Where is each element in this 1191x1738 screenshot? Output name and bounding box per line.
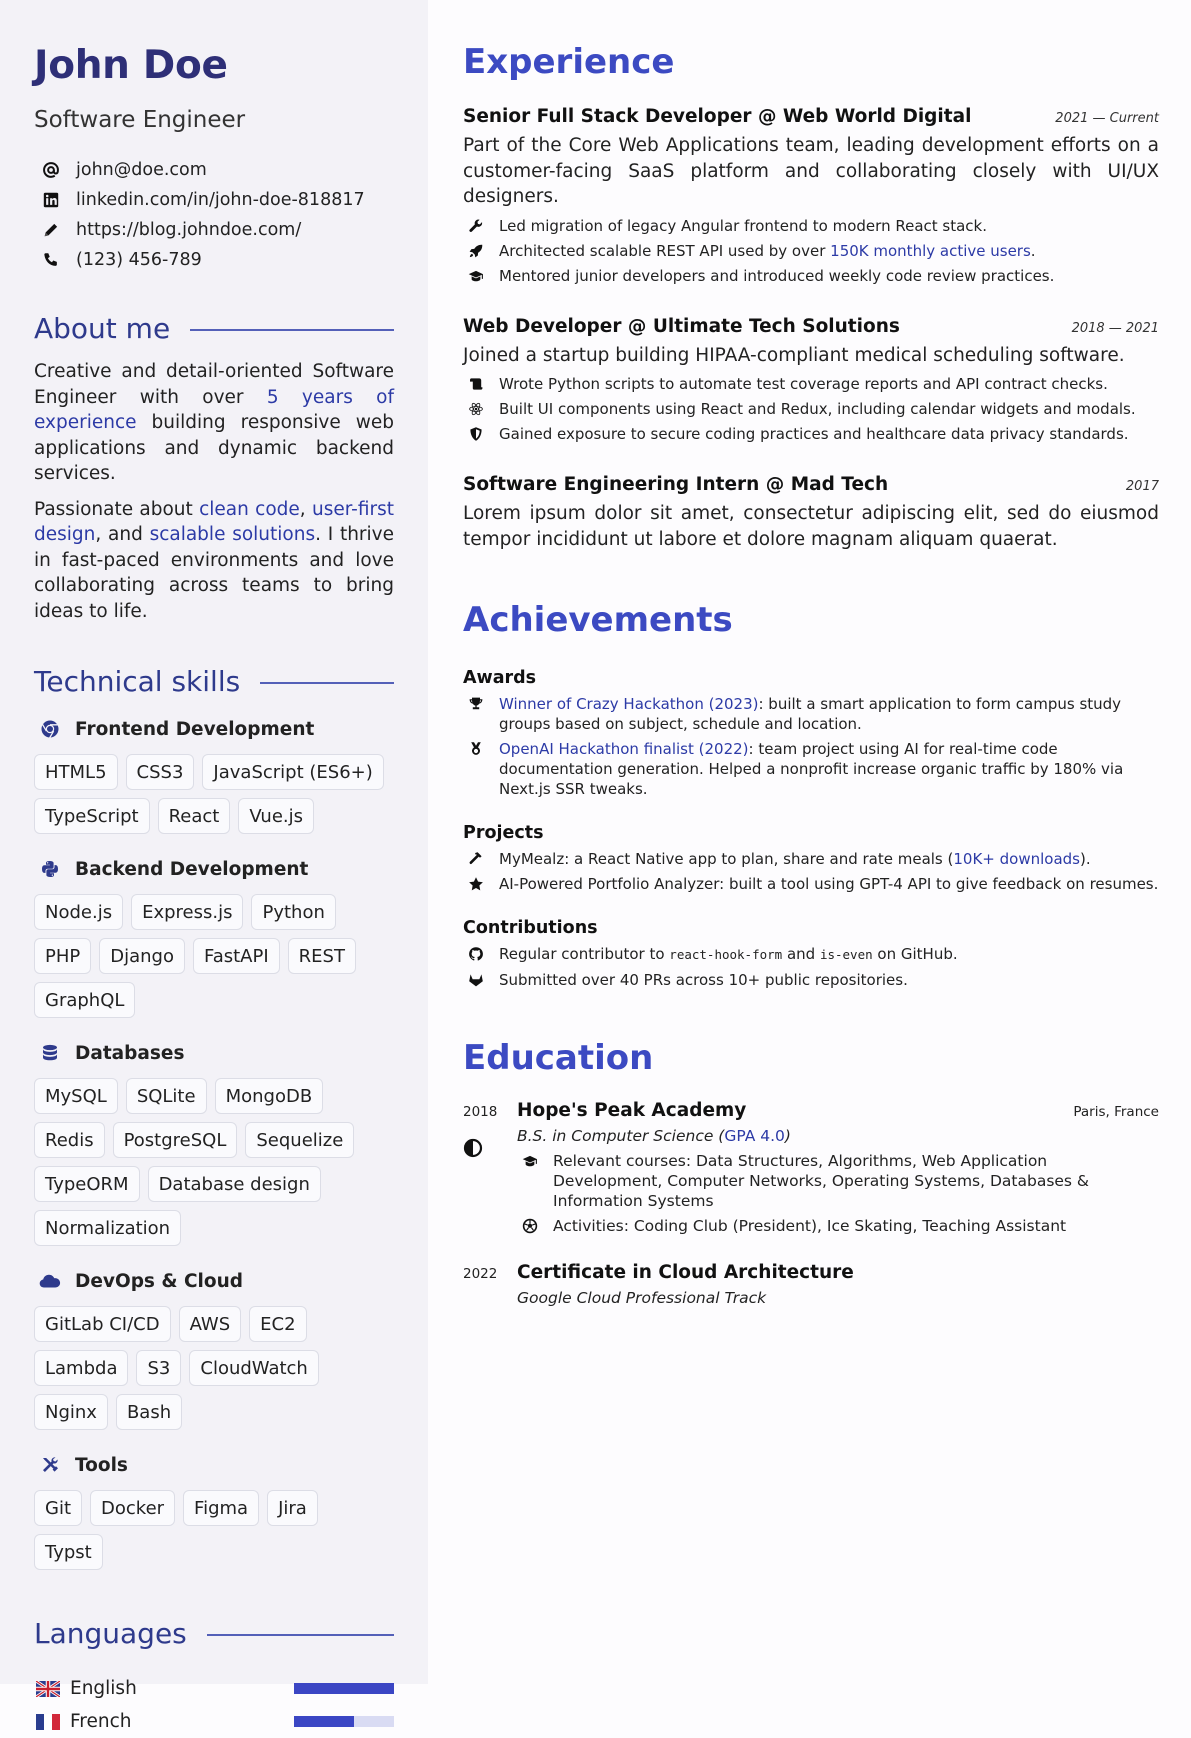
education-body	[517, 1262, 1159, 1307]
job-bullet	[463, 374, 1159, 394]
job-bullets	[463, 374, 1159, 444]
heading-rule	[207, 1634, 394, 1636]
skill-chip: GitLab CI/CD	[34, 1306, 171, 1342]
skill-group-databases	[34, 1038, 394, 1246]
skill-chip: AWS	[179, 1306, 242, 1342]
about-text: building responsive web applications and dynamic backend services.	[34, 412, 394, 484]
skill-chip: Normalization	[34, 1210, 181, 1246]
skill-chips	[34, 1306, 394, 1430]
projects-list	[463, 849, 1159, 894]
skill-chips	[34, 1490, 394, 1570]
about-highlight: 5 years of experience	[34, 386, 394, 433]
job-bullets	[463, 216, 1159, 286]
project-text-part: MyMealz: a React Native app to plan, share and rate meals (	[499, 850, 954, 868]
job-title: Web Developer @ Ultimate Tech Solutions	[463, 315, 900, 337]
awards-list	[463, 694, 1159, 799]
skill-chip: Bash	[116, 1394, 182, 1430]
job-description: Joined a startup building HIPAA-compliant medical scheduling software.	[463, 344, 1125, 366]
skill-chip: Python	[251, 894, 335, 930]
skill-group-devops	[34, 1266, 394, 1430]
bullet-text-part: .	[1030, 241, 1036, 260]
skill-group-heading	[34, 714, 394, 744]
skill-chip: Jira	[267, 1490, 318, 1526]
about-paragraph-1	[34, 359, 394, 487]
about-highlight: scalable solutions	[149, 524, 316, 545]
python-icon	[37, 856, 63, 882]
skill-group-frontend	[34, 714, 394, 834]
react-icon	[466, 399, 486, 419]
skill-group-heading	[34, 1450, 394, 1480]
job-date: 2021 — Current	[1055, 111, 1159, 126]
skill-chip: Lambda	[34, 1350, 128, 1386]
about-text: . I thrive in fast-paced environments and love collaborating across teams to bring ideas to life.	[34, 524, 394, 622]
education-header	[517, 1262, 1159, 1283]
skill-chip: HTML5	[34, 754, 118, 790]
skill-chip: Express.js	[131, 894, 243, 930]
job-header	[463, 316, 1159, 337]
linkedin-text: linkedin.com/in/john-doe-818817	[76, 190, 365, 210]
pencil-icon	[40, 219, 62, 241]
wrench-icon	[466, 216, 486, 236]
education-school: Hope's Peak Academy	[517, 1100, 747, 1121]
education-bullet	[517, 1151, 1159, 1211]
heading-rule	[190, 329, 394, 331]
shield-icon	[466, 424, 486, 444]
about-heading	[34, 311, 394, 347]
skill-chip: S3	[136, 1350, 181, 1386]
job-description: Part of the Core Web Applications team, leading development efforts on a customer-facing SaaS platform and collaborating closely with UI/UX designers.	[463, 135, 1159, 207]
bullet-text	[499, 241, 1036, 261]
contribution-text-part: and	[782, 945, 820, 963]
code-snippet: is-even	[819, 947, 873, 962]
job-header	[463, 106, 1159, 127]
job-date: 2017	[1125, 479, 1159, 494]
education-school: Certificate in Cloud Architecture	[517, 1262, 854, 1283]
chrome-icon	[37, 716, 63, 742]
star-icon	[466, 874, 486, 894]
education-heading: Education	[463, 1038, 654, 1078]
skill-chip: Figma	[183, 1490, 259, 1526]
medal-icon	[466, 739, 486, 759]
education-degree	[517, 1127, 1159, 1145]
contribution-text-part: Regular contributor to	[499, 945, 670, 963]
skills-heading-text: Technical skills	[34, 665, 241, 698]
linkedin-icon	[40, 189, 62, 211]
job-description: Lorem ipsum dolor sit amet, consectetur adipiscing elit, sed do eiusmod tempor incididunt ut labore et dolore magnam aliquam quaerat.	[463, 503, 1159, 550]
award-highlight: OpenAI Hackathon finalist (2022)	[499, 740, 749, 758]
gitlab-icon	[466, 970, 486, 990]
award-item	[463, 739, 1159, 799]
about-heading-text: About me	[34, 312, 171, 345]
skill-chip: Typst	[34, 1534, 103, 1570]
contact-list	[34, 155, 394, 275]
education-header	[517, 1100, 1159, 1121]
skill-chip: Redis	[34, 1122, 105, 1158]
skill-chip: React	[158, 798, 231, 834]
contribution-text: Submitted over 40 PRs across 10+ public repositories.	[499, 971, 908, 989]
graduation-cap-icon	[520, 1151, 540, 1171]
project-item	[463, 849, 1159, 869]
contact-linkedin[interactable]	[34, 185, 394, 215]
skill-chip: SQLite	[126, 1078, 207, 1114]
job-bullet	[463, 241, 1159, 261]
languages-heading	[34, 1616, 394, 1652]
about-text: ,	[299, 498, 312, 520]
skill-group-name: Backend Development	[75, 858, 309, 880]
job-bullet	[463, 399, 1159, 419]
contribution-text-part: on GitHub.	[872, 945, 958, 963]
contact-email[interactable]	[34, 155, 394, 185]
projects-heading: Projects	[463, 823, 544, 843]
education-degree: Google Cloud Professional Track	[517, 1289, 767, 1307]
skill-chip: Django	[99, 938, 185, 974]
award-highlight: Winner of Crazy Hackathon (2023)	[499, 695, 759, 713]
bullet-text: Mentored junior developers and introduced weekly code review practices.	[499, 266, 1055, 285]
bullet-text: Built UI components using React and Redux, including calendar widgets and modals.	[499, 400, 1136, 418]
contact-blog[interactable]	[34, 215, 394, 245]
skill-group-heading	[34, 1266, 394, 1296]
skill-group-backend	[34, 854, 394, 1018]
job-bullet	[463, 266, 1159, 286]
about-text: Creative and detail-oriented Software Engineer with over	[34, 361, 394, 408]
skill-chip: TypeORM	[34, 1166, 140, 1202]
skill-chip: Vue.js	[238, 798, 314, 834]
project-text: AI-Powered Portfolio Analyzer: built a tool using GPT-4 API to give feedback on resumes.	[499, 875, 1159, 893]
language-level-bar	[294, 1716, 394, 1727]
cloud-icon	[37, 1268, 63, 1294]
about-section	[34, 359, 394, 624]
skill-group-tools	[34, 1450, 394, 1570]
job-title: Software Engineering Intern @ Mad Tech	[463, 474, 889, 495]
job-title: Senior Full Stack Developer @ Web World Digital	[463, 106, 972, 127]
language-level-fill	[294, 1716, 354, 1727]
code-snippet: react-hook-form	[669, 947, 783, 962]
activities-text: Activities: Coding Club (President), Ice Skating, Teaching Assistant	[553, 1217, 1067, 1235]
project-text	[499, 849, 1091, 869]
skill-chip: FastAPI	[193, 938, 280, 974]
achievements-heading: Achievements	[463, 600, 733, 640]
award-text-part: : built a smart application to form campus study groups based on subject, schedule and location.	[499, 695, 1122, 733]
about-highlight: clean code	[199, 498, 300, 520]
soccer-ball-icon	[520, 1216, 540, 1236]
skill-chip: Git	[34, 1490, 82, 1526]
education-year-col	[463, 1100, 517, 1236]
education-body	[517, 1100, 1159, 1236]
contribution-item	[463, 970, 1159, 990]
sidebar	[0, 0, 428, 1732]
education-bullet	[517, 1216, 1159, 1236]
blog-text: https://blog.johndoe.com/	[76, 220, 302, 240]
about-text: Passionate about	[34, 498, 200, 520]
about-text: , and	[95, 524, 150, 545]
rocket-icon	[466, 241, 486, 261]
job-bullet	[463, 424, 1159, 444]
skill-chip: Nginx	[34, 1394, 108, 1430]
job-entry	[463, 474, 1159, 552]
education-entry	[463, 1262, 1159, 1307]
trophy-icon	[466, 694, 486, 714]
at-icon	[40, 159, 62, 181]
skill-chip: Docker	[90, 1490, 175, 1526]
contribution-text	[499, 944, 958, 965]
skill-chip: MySQL	[34, 1078, 118, 1114]
project-highlight: 10K+ downloads	[953, 850, 1080, 868]
education-bullets	[517, 1151, 1159, 1236]
skill-chip: MongoDB	[215, 1078, 324, 1114]
skill-chip: Sequelize	[245, 1122, 354, 1158]
tools-icon	[37, 1452, 63, 1478]
france-flag-icon	[36, 1714, 60, 1730]
skill-chip: Database design	[148, 1166, 321, 1202]
person-title: Software Engineer	[34, 107, 246, 133]
job-bullet	[463, 216, 1159, 236]
language-list	[34, 1672, 394, 1738]
language-english	[34, 1672, 394, 1705]
half-circle-icon	[463, 1138, 517, 1162]
skill-group-name: DevOps & Cloud	[75, 1270, 243, 1292]
hammer-icon	[466, 849, 486, 869]
skill-group-heading	[34, 854, 394, 884]
award-text	[499, 694, 1159, 734]
job-entry	[463, 316, 1159, 445]
award-item	[463, 694, 1159, 734]
language-name: English	[70, 1678, 137, 1699]
bullet-text-part: Architected scalable REST API used by over	[499, 241, 831, 260]
skill-chip: EC2	[249, 1306, 306, 1342]
uk-flag-icon	[36, 1681, 60, 1697]
main-content	[463, 0, 1159, 1684]
language-level-bar	[294, 1683, 394, 1694]
scroll-icon	[466, 374, 486, 394]
job-header	[463, 474, 1159, 495]
languages-heading-text: Languages	[34, 1617, 187, 1650]
award-text	[499, 739, 1159, 799]
language-name: French	[70, 1711, 132, 1732]
degree-text: )	[784, 1127, 791, 1145]
project-item	[463, 874, 1159, 894]
email-text: john@doe.com	[76, 160, 207, 180]
courses-text: Relevant courses: Data Structures, Algorithms, Web Application Development, Computer Networks, Operating Systems, Databases & Information Systems	[553, 1152, 1090, 1210]
heading-rule	[260, 682, 394, 684]
person-name: John Doe	[34, 43, 228, 88]
job-date: 2018 — 2021	[1071, 320, 1159, 336]
degree-text: B.S. in Computer Science (	[517, 1127, 725, 1145]
bullet-text: Wrote Python scripts to automate test coverage reports and API contract checks.	[499, 375, 1108, 393]
language-level-fill	[294, 1683, 394, 1694]
about-paragraph-2	[34, 497, 394, 625]
experience-heading: Experience	[463, 42, 675, 82]
education-entry	[463, 1100, 1159, 1236]
skill-chip: CloudWatch	[189, 1350, 318, 1386]
skill-group-name: Tools	[75, 1454, 128, 1476]
skill-chips	[34, 1078, 394, 1246]
phone-icon	[40, 249, 62, 271]
skill-group-heading	[34, 1038, 394, 1068]
skill-chip: REST	[288, 938, 356, 974]
job-entry	[463, 106, 1159, 286]
education-year: 2018	[463, 1104, 498, 1120]
project-text-part: ).	[1079, 850, 1091, 868]
phone-text: (123) 456-789	[76, 250, 202, 270]
skill-chip: PostgreSQL	[113, 1122, 238, 1158]
skill-group-name: Frontend Development	[75, 718, 315, 740]
bullet-text: Led migration of legacy Angular frontend to modern React stack.	[499, 216, 987, 235]
skill-chip: JavaScript (ES6+)	[202, 754, 383, 790]
graduation-cap-icon	[466, 266, 486, 286]
skill-chip: Node.js	[34, 894, 123, 930]
skill-chip: GraphQL	[34, 982, 135, 1018]
contribution-item	[463, 944, 1159, 965]
skill-chips	[34, 754, 394, 834]
database-icon	[37, 1040, 63, 1066]
awards-heading: Awards	[463, 668, 537, 688]
skill-chip: CSS3	[126, 754, 195, 790]
education-location: Paris, France	[1073, 1104, 1159, 1120]
contributions-heading: Contributions	[463, 918, 598, 938]
bullet-highlight: 150K monthly active users	[830, 241, 1031, 260]
skill-chip: TypeScript	[34, 798, 150, 834]
award-text-part: : team project using AI for real-time code documentation generation. Helped a nonprofit increase organic traffic by 180% via Next.js SSR tweaks.	[499, 740, 1124, 798]
skills-heading	[34, 664, 394, 700]
github-icon	[466, 944, 486, 964]
contributions-list	[463, 944, 1159, 990]
about-highlight: user-first design	[34, 498, 394, 545]
education-year: 2022	[463, 1266, 498, 1282]
contact-phone[interactable]	[34, 245, 394, 275]
bullet-text: Gained exposure to secure coding practices and healthcare data privacy standards.	[499, 425, 1129, 443]
language-french	[34, 1705, 394, 1738]
skill-group-name: Databases	[75, 1042, 185, 1064]
skill-chips	[34, 894, 394, 1018]
gpa-highlight: GPA 4.0	[724, 1127, 785, 1145]
skill-chip: PHP	[34, 938, 91, 974]
